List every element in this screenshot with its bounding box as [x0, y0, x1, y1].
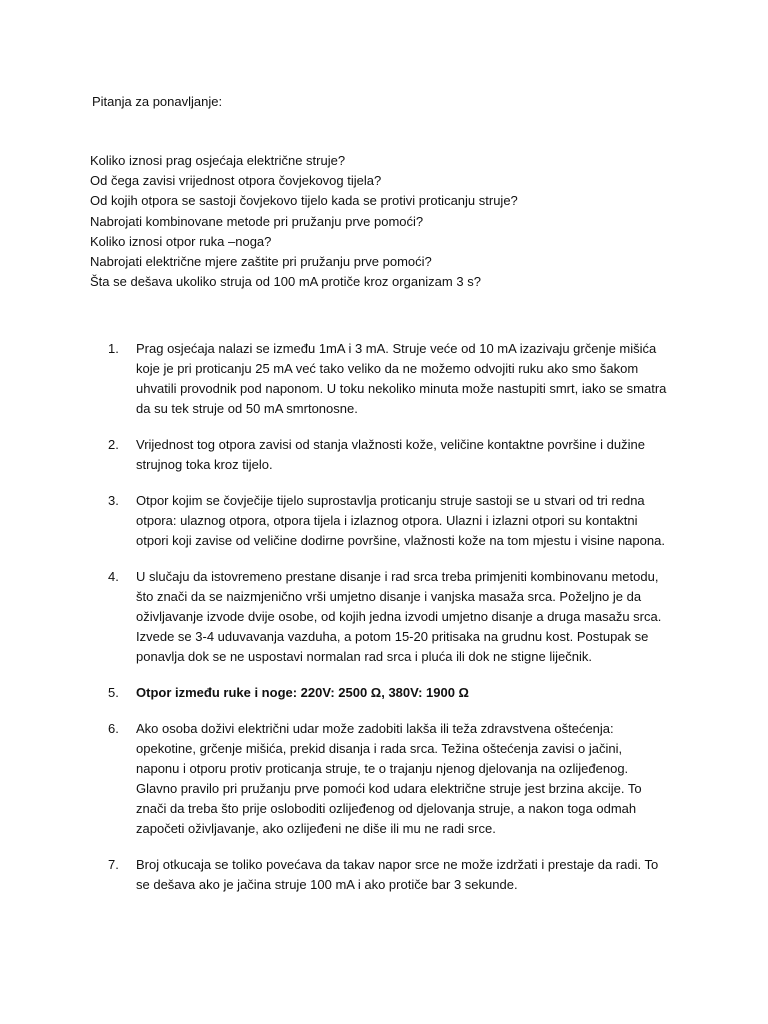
answer-number: 5.	[108, 685, 119, 700]
question-item: Od čega zavisi vrijednost otpora čovjekovog tijela?	[90, 173, 382, 189]
page-heading: Pitanja za ponavljanje:	[92, 94, 223, 109]
question-item: Nabrojati kombinovane metode pri pružanju prve pomoći?	[90, 213, 424, 229]
answer-number: 1.	[108, 341, 119, 356]
question-list	[90, 151, 710, 292]
answer-number: 7.	[108, 857, 119, 872]
answer-text-continued: Glavno pravilo pri pružanju prve pomoći kod udara električne struje jest brzina akcije. To znači da treba što prije osloboditi ozlijeđenog od djelovanja struje, a nakon toga odmah započeti oživljavanje, ako ozlijeđeni ne diše ili mu ne radi srce.	[136, 781, 642, 836]
answer-item	[108, 719, 668, 839]
answer-text: Broj otkucaja se toliko povećava da takav napor srce ne može izdržati i prestaje da radi. To se dešava ako je jačina struje 100 mA i ako protiče bar 3 sekunde.	[136, 857, 659, 892]
answer-number: 6.	[108, 721, 119, 736]
answer-text: Prag osjećaja nalazi se između 1mA i 3 mA. Struje veće od 10 mA izazivaju grčenje mišića koje je pri proticanju 25 mA već tako veliko da ne možemo odvojiti ruku ako smo šakom uhvatili provodnik pod naponom. U toku nekoliko minuta može nastupiti smrt, iako se smatra da su tek struje od 50 mA smrtonosne.	[136, 341, 667, 416]
question-item: Koliko iznosi otpor ruka –noga?	[90, 233, 272, 249]
answer-text: Ako osoba doživi električni udar može zadobiti lakša ili teža zdravstvena oštećenja: opekotine, grčenje mišića, prekid disanja i rada srca. Težina oštećenja zavisi o jačini, naponu i otporu protiv proticanja struje, te o trajanju njenog djelovanja na ozlijeđenog.	[136, 721, 629, 776]
answer-item	[108, 567, 668, 667]
answer-item	[108, 339, 668, 419]
answer-number: 4.	[108, 569, 119, 584]
answer-list	[108, 339, 668, 911]
answer-item	[108, 491, 668, 551]
answer-number: 3.	[108, 493, 119, 508]
answer-item	[108, 683, 668, 703]
question-item: Šta se dešava ukoliko struja od 100 mA protiče kroz organizam 3 s?	[90, 274, 481, 290]
answer-text: Otpor između ruke i noge: 220V: 2500 Ω, 380V: 1900 Ω	[136, 685, 469, 700]
question-item: Nabrojati električne mjere zaštite pri pružanju prve pomoći?	[90, 254, 432, 270]
answer-item	[108, 855, 668, 895]
question-item: Koliko iznosi prag osjećaja električne struje?	[90, 153, 346, 168]
answer-text: U slučaju da istovremeno prestane disanje i rad srca treba primjeniti kombinovanu metodu, što znači da se naizmjenično vrši umjetno disanje i vanjska masaža srca. Poželjno je da oživljavanje izvode dvije osobe, od kojih jedna izvodi umjetno disanje a druga masažu srca. Izvede se 3-4 uduvavanja vazduha, a potom 15-20 pritisaka na grudnu kost. Postupak se ponavlja dok se ne uspostavi normalan rad srca i pluća ili dok ne stigne liječnik.	[136, 569, 662, 664]
answer-text: Otpor kojim se čovječije tijelo suprostavlja proticanju struje sastoji se u stvari od tri redna otpora: ulaznog otpora, otpora tijela i izlaznog otpora. Ulazni i izlazni otpori su kontaktni otpori koji zavise od veličine dodirne površine, vlažnosti kože na tom mjestu i visine napona.	[136, 493, 665, 548]
answer-text: Vrijednost tog otpora zavisi od stanja vlažnosti kože, veličine kontaktne površine i dužine strujnog toka kroz tijelo.	[136, 437, 645, 472]
answer-number: 2.	[108, 437, 119, 452]
answer-item	[108, 435, 668, 475]
question-item: Od kojih otpora se sastoji čovjekovo tijelo kada se protivi proticanju struje?	[90, 193, 518, 209]
